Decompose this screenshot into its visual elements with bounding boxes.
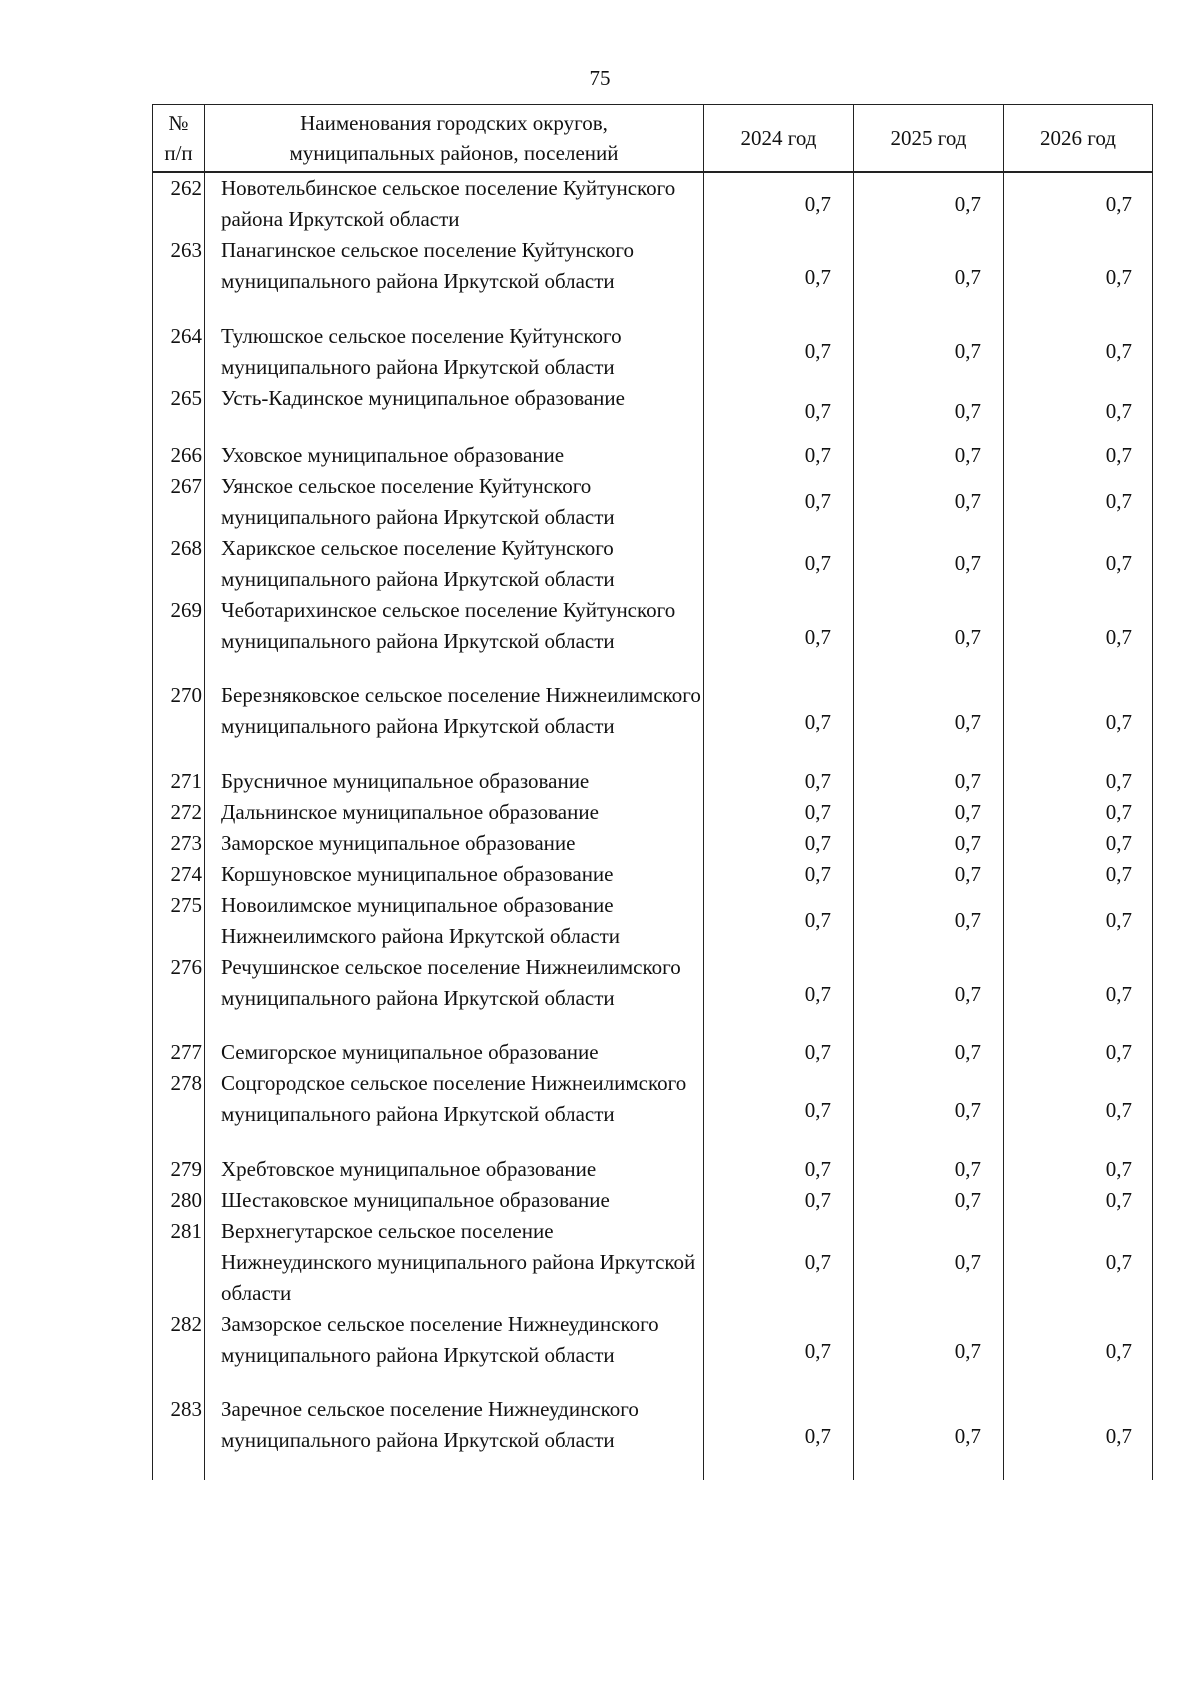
municipality-name: Коршуновское муниципальное образование: [205, 859, 704, 890]
value-2024: 0,7: [704, 235, 854, 321]
row-number: 277: [153, 1037, 205, 1068]
value-2024: 0,7: [704, 172, 854, 235]
value-2026: 0,7: [1004, 1216, 1153, 1309]
municipality-name: Тулюшское сельское поселение Куйтунского муниципального района Иркутской области: [205, 321, 704, 383]
value-2026: 0,7: [1004, 680, 1153, 766]
value-2026: 0,7: [1004, 383, 1153, 440]
municipality-name: Чеботарихинское сельское поселение Куйтунского муниципального района Иркутской области: [205, 595, 704, 681]
value-2026: 0,7: [1004, 797, 1153, 828]
row-number: 265: [153, 383, 205, 440]
value-2024: 0,7: [704, 595, 854, 681]
value-2025: 0,7: [854, 952, 1004, 1038]
municipality-name: Шестаковское муниципальное образование: [205, 1185, 704, 1216]
value-2024: 0,7: [704, 1068, 854, 1154]
municipality-name: Дальнинское муниципальное образование: [205, 797, 704, 828]
value-2025: 0,7: [854, 1068, 1004, 1154]
page-number: 75: [589, 66, 611, 90]
municipality-name: Березняковское сельское поселение Нижнеилимского муниципального района Иркутской области: [205, 680, 704, 766]
row-number: 262: [153, 172, 205, 235]
row-number: 263: [153, 235, 205, 321]
value-2026: 0,7: [1004, 859, 1153, 890]
municipality-name: Семигорское муниципальное образование: [205, 1037, 704, 1068]
row-number: 278: [153, 1068, 205, 1154]
table-row: [153, 595, 1153, 681]
value-2025: 0,7: [854, 471, 1004, 533]
value-2025: 0,7: [854, 595, 1004, 681]
value-2026: 0,7: [1004, 766, 1153, 797]
value-2025: 0,7: [854, 1394, 1004, 1480]
header-name: Наименования городских округов, муниципальных районов, поселений: [205, 105, 704, 173]
value-2024: 0,7: [704, 471, 854, 533]
value-2024: 0,7: [704, 797, 854, 828]
allocation-table: [152, 104, 1153, 1480]
value-2026: 0,7: [1004, 828, 1153, 859]
value-2024: 0,7: [704, 1154, 854, 1185]
row-number: 267: [153, 471, 205, 533]
value-2024: 0,7: [704, 1216, 854, 1309]
table-row: [153, 890, 1153, 952]
table-row: [153, 1216, 1153, 1309]
value-2026: 0,7: [1004, 1037, 1153, 1068]
row-number: 276: [153, 952, 205, 1038]
header-2024: 2024 год: [704, 105, 854, 173]
value-2026: 0,7: [1004, 890, 1153, 952]
value-2025: 0,7: [854, 1216, 1004, 1309]
row-number: 281: [153, 1216, 205, 1309]
value-2025: 0,7: [854, 680, 1004, 766]
header-number: № п/п: [153, 105, 205, 173]
value-2025: 0,7: [854, 766, 1004, 797]
value-2026: 0,7: [1004, 440, 1153, 471]
table-row: [153, 680, 1153, 766]
row-number: 280: [153, 1185, 205, 1216]
value-2026: 0,7: [1004, 321, 1153, 383]
municipality-name: Хребтовское муниципальное образование: [205, 1154, 704, 1185]
value-2024: 0,7: [704, 890, 854, 952]
table-row: [153, 172, 1153, 235]
row-number: 272: [153, 797, 205, 828]
row-number: 268: [153, 533, 205, 595]
value-2024: 0,7: [704, 1309, 854, 1395]
municipality-name: Заморское муниципальное образование: [205, 828, 704, 859]
municipality-name: Новоилимское муниципальное образование Нижнеилимского района Иркутской области: [205, 890, 704, 952]
table-row: [153, 383, 1153, 440]
municipality-name: Верхнегутарское сельское поселение Нижнеудинского муниципального района Иркутской области: [205, 1216, 704, 1309]
table-row: [153, 797, 1153, 828]
value-2026: 0,7: [1004, 1309, 1153, 1395]
table-row: [153, 235, 1153, 321]
table-header: [153, 105, 1153, 173]
value-2024: 0,7: [704, 952, 854, 1038]
row-number: 282: [153, 1309, 205, 1395]
value-2026: 0,7: [1004, 1185, 1153, 1216]
value-2026: 0,7: [1004, 471, 1153, 533]
municipality-name: Уховское муниципальное образование: [205, 440, 704, 471]
value-2025: 0,7: [854, 1185, 1004, 1216]
value-2024: 0,7: [704, 1394, 854, 1480]
row-number: 275: [153, 890, 205, 952]
value-2026: 0,7: [1004, 1394, 1153, 1480]
table-row: [153, 1185, 1153, 1216]
row-number: 266: [153, 440, 205, 471]
value-2024: 0,7: [704, 533, 854, 595]
table-row: [153, 859, 1153, 890]
value-2024: 0,7: [704, 828, 854, 859]
value-2026: 0,7: [1004, 595, 1153, 681]
value-2024: 0,7: [704, 1185, 854, 1216]
municipality-name: Замзорское сельское поселение Нижнеудинского муниципального района Иркутской области: [205, 1309, 704, 1395]
municipality-name: Харикское сельское поселение Куйтунского муниципального района Иркутской области: [205, 533, 704, 595]
table-row: [153, 952, 1153, 1038]
table-body: [153, 172, 1153, 1480]
value-2024: 0,7: [704, 680, 854, 766]
value-2024: 0,7: [704, 859, 854, 890]
value-2024: 0,7: [704, 383, 854, 440]
row-number: 274: [153, 859, 205, 890]
municipality-name: Уянское сельское поселение Куйтунского муниципального района Иркутской области: [205, 471, 704, 533]
municipality-name: Брусничное муниципальное образование: [205, 766, 704, 797]
row-number: 269: [153, 595, 205, 681]
value-2025: 0,7: [854, 440, 1004, 471]
value-2025: 0,7: [854, 1154, 1004, 1185]
value-2025: 0,7: [854, 321, 1004, 383]
value-2024: 0,7: [704, 321, 854, 383]
row-number: 271: [153, 766, 205, 797]
value-2025: 0,7: [854, 235, 1004, 321]
table-row: [153, 1154, 1153, 1185]
table-row: [153, 533, 1153, 595]
table-row: [153, 1068, 1153, 1154]
table-row: [153, 1309, 1153, 1395]
value-2025: 0,7: [854, 1037, 1004, 1068]
value-2024: 0,7: [704, 766, 854, 797]
row-number: 273: [153, 828, 205, 859]
municipality-name: Соцгородское сельское поселение Нижнеилимского муниципального района Иркутской области: [205, 1068, 704, 1154]
value-2024: 0,7: [704, 1037, 854, 1068]
table-row: [153, 1394, 1153, 1480]
table-row: [153, 766, 1153, 797]
header-2025: 2025 год: [854, 105, 1004, 173]
table-row: [153, 1037, 1153, 1068]
value-2026: 0,7: [1004, 952, 1153, 1038]
value-2025: 0,7: [854, 383, 1004, 440]
municipality-name: Речушинское сельское поселение Нижнеилимского муниципального района Иркутской области: [205, 952, 704, 1038]
municipality-name: Усть-Кадинское муниципальное образование: [205, 383, 704, 440]
header-2026: 2026 год: [1004, 105, 1153, 173]
municipality-name: Заречное сельское поселение Нижнеудинского муниципального района Иркутской области: [205, 1394, 704, 1480]
municipality-name: Новотельбинское сельское поселение Куйтунского района Иркутской области: [205, 172, 704, 235]
row-number: 283: [153, 1394, 205, 1480]
row-number: 279: [153, 1154, 205, 1185]
value-2024: 0,7: [704, 440, 854, 471]
value-2025: 0,7: [854, 172, 1004, 235]
table-row: [153, 828, 1153, 859]
value-2026: 0,7: [1004, 1068, 1153, 1154]
value-2025: 0,7: [854, 859, 1004, 890]
value-2026: 0,7: [1004, 172, 1153, 235]
value-2025: 0,7: [854, 533, 1004, 595]
table-row: [153, 471, 1153, 533]
value-2025: 0,7: [854, 797, 1004, 828]
row-number: 264: [153, 321, 205, 383]
value-2026: 0,7: [1004, 533, 1153, 595]
table-row: [153, 440, 1153, 471]
row-number: 270: [153, 680, 205, 766]
municipality-name: Панагинское сельское поселение Куйтунского муниципального района Иркутской области: [205, 235, 704, 321]
value-2026: 0,7: [1004, 235, 1153, 321]
value-2026: 0,7: [1004, 1154, 1153, 1185]
value-2025: 0,7: [854, 828, 1004, 859]
value-2025: 0,7: [854, 1309, 1004, 1395]
value-2025: 0,7: [854, 890, 1004, 952]
table-row: [153, 321, 1153, 383]
